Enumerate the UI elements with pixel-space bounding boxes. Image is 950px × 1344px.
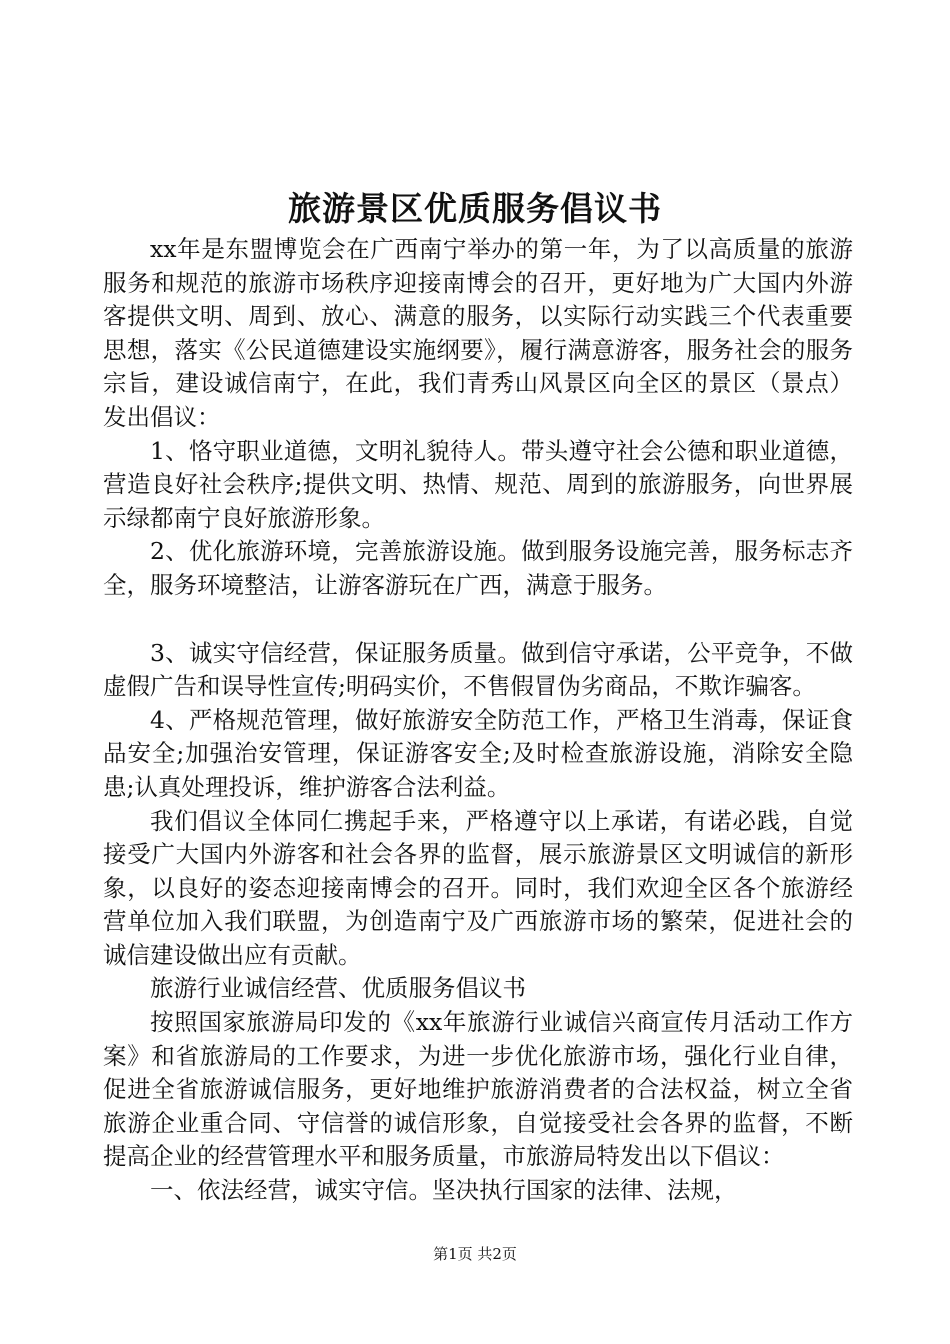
document-body — [103, 233, 853, 1208]
paragraph-item-4: 4、严格规范管理，做好旅游安全防范工作，严格卫生消毒，保证食品安全;加强治安管理，保证游客安全;及时检查旅游设施，消除安全隐患;认真处理投诉，维护游客合法利益。 — [103, 705, 853, 801]
paragraph-second-intro: 按照国家旅游局印发的《xx年旅游行业诚信兴商宣传月活动工作方案》和省旅游局的工作要求，为进一步优化旅游市场，强化行业自律，促进全省旅游诚信服务，更好地维护旅游消费者的合法权益，树立全省旅游企业重合同、守信誉的诚信形象，自觉接受社会各界的监督，不断提高企业的经营管理水平和服务质量，市旅游局特发出以下倡议： — [103, 1008, 853, 1171]
paragraph-second-item-1: 一、依法经营，诚实守信。坚决执行国家的法律、法规， — [150, 1176, 738, 1205]
page-number: 第1页 共2页 — [433, 1245, 517, 1263]
paragraph-item-1: 1、恪守职业道德，文明礼貌待人。带头遵守社会公德和职业道德，营造良好社会秩序;提供文明、热情、规范、周到的旅游服务，向世界展示绿都南宁良好旅游形象。 — [103, 436, 853, 532]
subheading-second-proposal: 旅游行业诚信经营、优质服务倡议书 — [150, 974, 526, 1003]
document-title: 旅游景区优质服务倡议书 — [288, 189, 662, 228]
paragraph-item-3: 3、诚实守信经营，保证服务质量。做到信守承诺，公平竞争，不做虚假广告和误导性宣传;明码实价，不售假冒伪劣商品，不欺诈骗客。 — [103, 638, 853, 701]
paragraph-item-2: 2、优化旅游环境，完善旅游设施。做到服务设施完善，服务标志齐全，服务环境整洁，让游客游玩在广西，满意于服务。 — [103, 537, 853, 599]
paragraph-intro: xx年是东盟博览会在广西南宁举办的第一年，为了以高质量的旅游服务和规范的旅游市场秩序迎接南博会的召开，更好地为广大国内外游客提供文明、周到、放心、满意的服务，以实际行动实践三个代表重要思想，落实《公民道德建设实施纲要》，履行满意游客，服务社会的服务宗旨，建设诚信南宁，在此，我们青秀山风景区向全区的景区（景点）发出倡议： — [103, 235, 853, 431]
paragraph-closing: 我们倡议全体同仁携起手来，严格遵守以上承诺，有诺必践，自觉接受广大国内外游客和社会各界的监督，展示旅游景区文明诚信的新形象，以良好的姿态迎接南博会的召开。同时，我们欢迎全区各个旅游经营单位加入我们联盟，为创造南宁及广西旅游市场的繁荣，促进社会的诚信建设做出应有贡献。 — [103, 806, 853, 969]
